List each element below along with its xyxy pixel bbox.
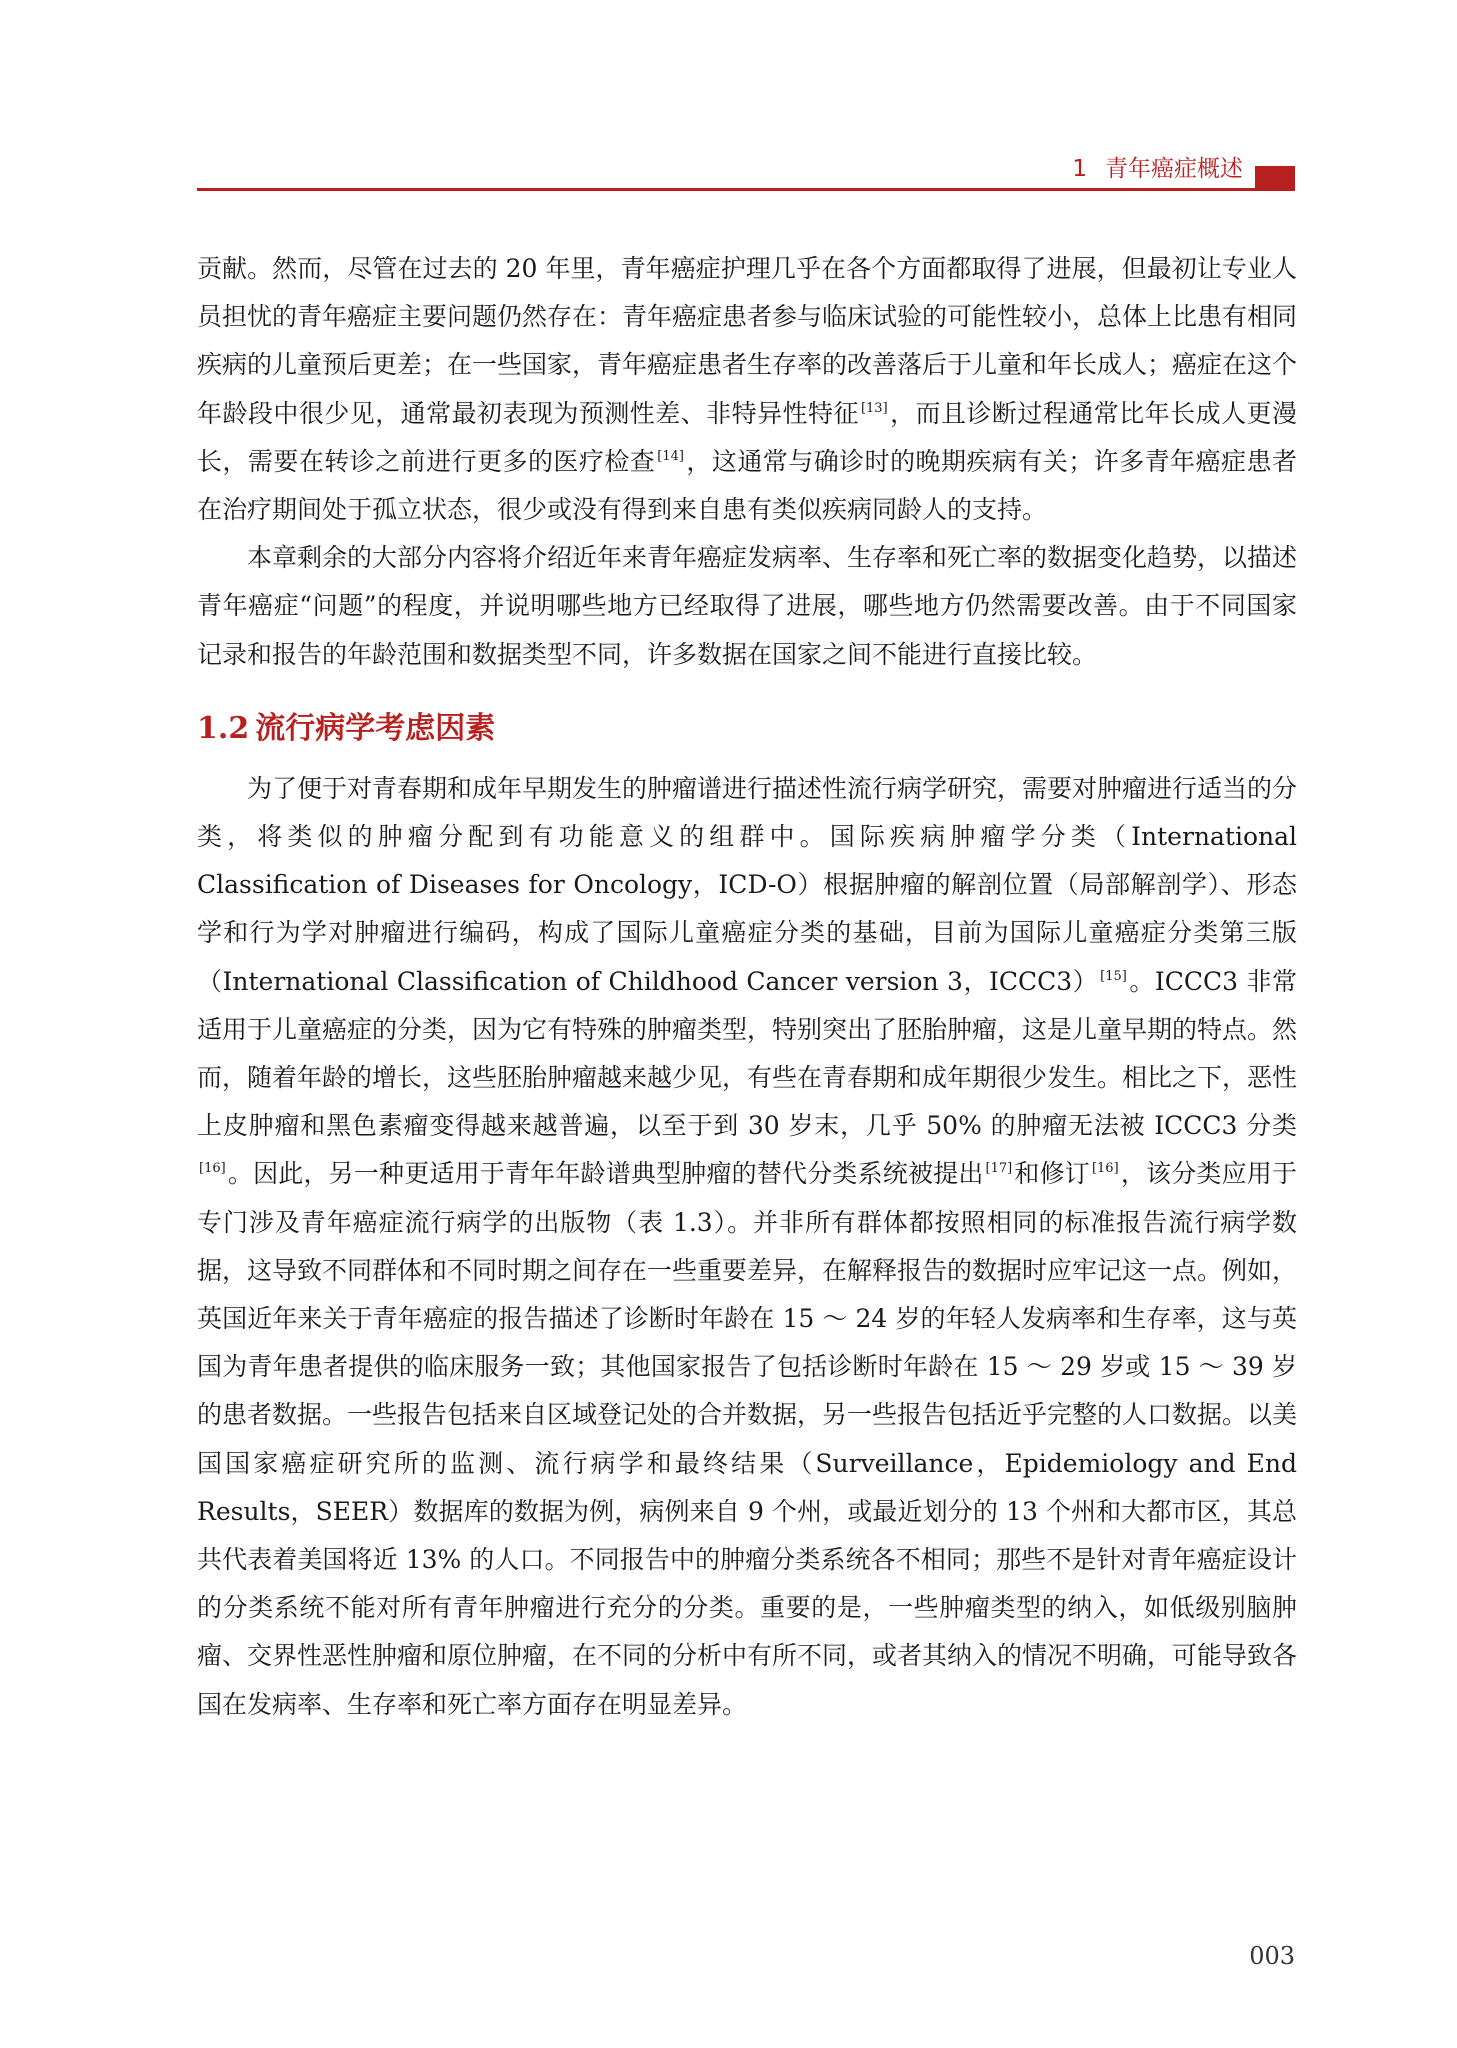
page-body xyxy=(197,245,1297,1729)
paragraph-text: 和修订 xyxy=(1014,1159,1090,1189)
paragraph-text: 本章剩余的大部分内容将介绍近年来青年癌症发病率、生存率和死亡率的数据变化趋势，以描述青年癌症“问题”的程度，并说明哪些地方已经取得了进展，哪些地方仍然需要改善。由于不同国家记录和报告的年龄范围和数据类型不同，许多数据在国家之间不能进行直接比较。 xyxy=(197,543,1298,669)
citation-ref: [16] xyxy=(199,1161,226,1177)
paragraph xyxy=(197,765,1297,1729)
citation-ref: [16] xyxy=(1091,1161,1119,1177)
paragraph-text: ，而且诊断过程通常比年长成人更漫长，需要在转诊之前进行更多的医疗检查 xyxy=(197,398,1297,476)
citation-ref: [13] xyxy=(860,400,888,416)
header-rule xyxy=(197,188,1295,191)
paragraph-text: 为了便于对青春期和成年早期发生的肿瘤谱进行描述性流行病学研究，需要对肿瘤进行适当的分类，将类似的肿瘤分配到有功能意义的组群中。国际疾病肿瘤学分类（International Classification of Diseases for Oncology，ICD-O）根据肿瘤的解剖位置（局部解剖学）、形态学和行为学对肿瘤进行编码，构成了国际儿童癌症分类的基础，目前为国际儿童癌症分类第三版（International Classification of Childhood Cancer version 3，ICCC3） xyxy=(197,773,1298,996)
paragraph-text: 。因此，另一种更适用于青年年龄谱典型肿瘤的替代分类系统被提出 xyxy=(227,1159,984,1189)
chapter-heading xyxy=(1072,150,1243,183)
running-header xyxy=(197,150,1295,190)
chapter-number: 1 xyxy=(1072,156,1087,182)
citation-ref: [15] xyxy=(1100,968,1127,984)
paragraph-continued xyxy=(197,245,1297,534)
paragraph xyxy=(197,534,1297,679)
page-number: 003 xyxy=(1249,1942,1295,1970)
paragraph-text: 。ICCC3 非常适用于儿童癌症的分类，因为它有特殊的肿瘤类型，特别突出了胚胎肿瘤，这是儿童早期的特点。然而，随着年龄的增长，这些胚胎肿瘤越来越少见，有些在青春期和成年期很少发生。相比之下，恶性上皮肿瘤和黑色素瘤变得越来越普遍，以至于到 30 岁末，几乎 50% 的肿瘤无法被 ICCC3 分类 xyxy=(197,966,1298,1141)
section-number: 1.2 xyxy=(197,710,250,746)
header-accent-block xyxy=(1255,166,1295,191)
paragraph-text: ，这通常与确诊时的晚期疾病有关；许多青年癌症患者在治疗期间处于孤立状态，很少或没有得到来自患有类似疾病同龄人的支持。 xyxy=(197,446,1297,525)
paragraph-text: ，该分类应用于专门涉及青年癌症流行病学的出版物（表 1.3）。并非所有群体都按照相同的标准报告流行病学数据，这导致不同群体和不同时期之间存在一些重要差异，在解释报告的数据时应牢记这一点。例如，英国近年来关于青年癌症的报告描述了诊断时年龄在 15 ～ 24 岁的年轻人发病率和生存率，这与英国为青年患者提供的临床服务一致；其他国家报告了包括诊断时年龄在 15 ～ 29 岁或 15 ～ 39 岁的患者数据。一些报告包括来自区域登记处的合并数据，另一些报告包括近乎完整的人口数据。以美国国家癌症研究所的监测、流行病学和最终结果（Surveillance，Epidemiology and End Results，SEER）数据库的数据为例，病例来自 9 个州，或最近划分的 13 个州和大都市区，其总共代表着美国将近 13% 的人口。不同报告中的肿瘤分类系统各不相同；那些不是针对青年癌症设计的分类系统不能对所有青年肿瘤进行充分的分类。重要的是，一些肿瘤类型的纳入，如低级别脑肿瘤、交界性恶性肿瘤和原位肿瘤，在不同的分析中有所不同，或者其纳入的情况不明确，可能导致各国在发病率、生存率和死亡率方面存在明显差异。 xyxy=(197,1159,1298,1719)
section-title: 流行病学考虑因素 xyxy=(255,710,496,746)
section-heading xyxy=(197,707,1297,751)
chapter-title: 青年癌症概述 xyxy=(1105,156,1243,182)
citation-ref: [14] xyxy=(657,448,684,464)
paragraph-text: 贡献。然而，尽管在过去的 20 年里，青年癌症护理几乎在各个方面都取得了进展，但最初让专业人员担忧的青年癌症主要问题仍然存在：青年癌症患者参与临床试验的可能性较小，总体上比患有相同疾病的儿童预后更差；在一些国家，青年癌症患者生存率的改善落后于儿童和年长成人；癌症在这个年龄段中很少见，通常最初表现为预测性差、非特异性特征 xyxy=(197,254,1298,428)
citation-ref: [17] xyxy=(985,1161,1013,1177)
